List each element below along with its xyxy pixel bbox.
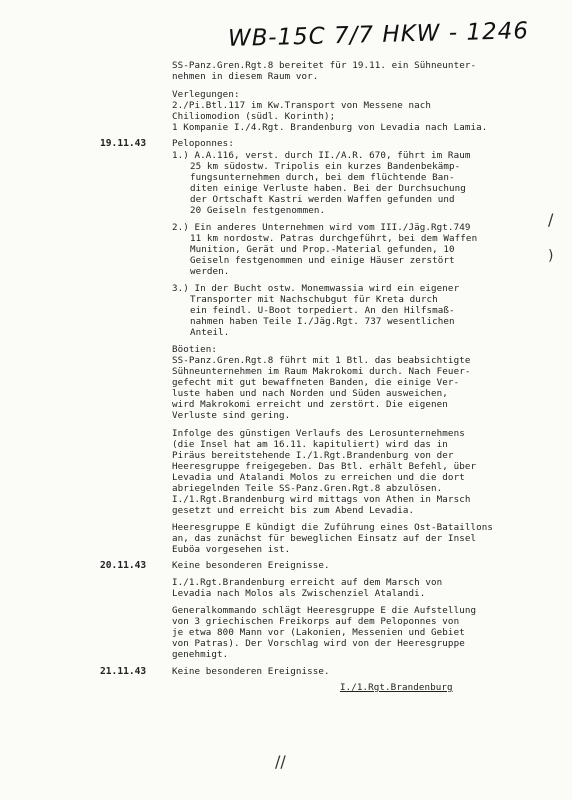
text-line: 1 Kompanie I./4.Rgt. Brandenburg von Levadia nach Lamia. xyxy=(172,122,488,133)
text-line: gesetzt und erreicht bis zum Abend Levadia. xyxy=(172,505,415,516)
text-line: 2./Pi.Btl.117 im Kw.Transport von Messene nach xyxy=(172,100,432,111)
text-line: 25 km südostw. Tripolis ein kurzes Bandenbekämp- xyxy=(190,161,461,172)
text-line: Transporter mit Nachschubgut für Kreta durch xyxy=(190,294,438,305)
text-line: Anteil. xyxy=(190,327,230,338)
text-line: nehmen in diesem Raum vor. xyxy=(172,71,319,82)
text-line: SS-Panz.Gren.Rgt.8 bereitet für 19.11. ein Sühneunter- xyxy=(172,60,477,71)
text-line: luste haben und nach Norden und Süden ausweichen, xyxy=(172,388,448,399)
text-line: Heeresgruppe E kündigt die Zuführung eines Ost-Bataillons xyxy=(172,522,493,533)
signature-line: I./1.Rgt.Brandenburg xyxy=(340,682,453,693)
text-line: Infolge des günstigen Verlaufs des Lerosunternehmens xyxy=(172,428,465,439)
text-line: Chiliomodion (südl. Korinth); xyxy=(172,111,336,122)
text-line: Munition, Gerät und Prop.-Material gefunden, 10 xyxy=(190,244,455,255)
text-line: je etwa 800 Mann vor (Lakonien, Messenien und Gebiet xyxy=(172,627,465,638)
text-line: Generalkommando schlägt Heeresgruppe E die Aufstellung xyxy=(172,605,477,616)
text-line: Euböa vorgesehen ist. xyxy=(172,544,291,555)
text-line: I./1.Rgt.Brandenburg wird mittags von Athen in Marsch xyxy=(172,494,471,505)
text-line: 3.) In der Bucht ostw. Monemwassia wird ein eigener xyxy=(172,283,460,294)
text-line: Sühneunternehmen im Raum Makrokomi durch. Nach Feuer- xyxy=(172,366,471,377)
text-line: 11 km nordostw. Patras durchgeführt, bei dem Waffen xyxy=(190,233,478,244)
text-line: (die Insel hat am 16.11. kapituliert) wird das in xyxy=(172,439,448,450)
handwritten-reference: WB-15C 7/7 HKW - 1246 xyxy=(227,18,530,52)
entry-date: 19.11.43 xyxy=(100,138,147,149)
text-line: gefecht mit gut bewaffneten Banden, die einige Ver- xyxy=(172,377,460,388)
pen-mark: ) xyxy=(548,248,554,264)
text-line: abriegelnden Teile SS-Panz.Gren.Rgt.8 abzulösen. xyxy=(172,483,443,494)
text-line: an, das zunächst für beweglichen Einsatz auf der Insel xyxy=(172,533,477,544)
text-line: Verluste sind gering. xyxy=(172,410,291,421)
text-line: von Patras). Der Vorschlag wird von der Heeresgruppe xyxy=(172,638,465,649)
region-heading: Böotien: xyxy=(172,344,218,355)
entry-date: 20.11.43 xyxy=(100,560,147,571)
text-line: der Ortschaft Kastri werden Waffen gefunden und xyxy=(190,194,455,205)
text-line: 20 Geiseln festgenommen. xyxy=(190,205,326,216)
text-line: genehmigt. xyxy=(172,649,229,660)
text-line: SS-Panz.Gren.Rgt.8 führt mit 1 Btl. das beabsichtigte xyxy=(172,355,471,366)
section-heading: Verlegungen: xyxy=(172,89,240,100)
text-line: Levadia nach Molos als Zwischenziel Atalandi. xyxy=(172,588,426,599)
text-line: Keine besonderen Ereignisse. xyxy=(172,560,330,571)
region-heading: Peloponnes: xyxy=(172,138,234,149)
text-line: nahmen haben Teile I./Jäg.Rgt. 737 wesentlichen xyxy=(190,316,455,327)
text-line: I./1.Rgt.Brandenburg erreicht auf dem Marsch von xyxy=(172,577,443,588)
text-line: fungsunternehmen durch, bei dem flüchtende Ban- xyxy=(190,172,455,183)
text-line: 2.) Ein anderes Unternehmen wird vom III./Jäg.Rgt.749 xyxy=(172,222,471,233)
pen-mark: / xyxy=(548,210,554,229)
text-line: Piräus bereitstehende I./1.Rgt.Brandenburg von der xyxy=(172,450,454,461)
text-line: ein feindl. U-Boot torpediert. An den Hilfsmaß- xyxy=(190,305,455,316)
text-line: Keine besonderen Ereignisse. xyxy=(172,666,330,677)
text-line: diten einige Verluste haben. Bei der Durchsuchung xyxy=(190,183,466,194)
entry-date: 21.11.43 xyxy=(100,666,147,677)
text-line: 1.) A.A.116, verst. durch II./A.R. 670, führt im Raum xyxy=(172,150,471,161)
text-line: werden. xyxy=(190,266,230,277)
text-line: von 3 griechischen Freikorps auf dem Peloponnes von xyxy=(172,616,460,627)
text-line: Levadia und Atalandi Molos zu erreichen und die dort xyxy=(172,472,465,483)
text-line: Geiseln festgenommen und einige Häuser zerstört xyxy=(190,255,455,266)
pen-mark: // xyxy=(275,752,286,771)
text-line: wird Makrokomi erreicht und zerstört. Die eigenen xyxy=(172,399,448,410)
text-line: Heeresgruppe freigegeben. Das Btl. erhält Befehl, über xyxy=(172,461,477,472)
